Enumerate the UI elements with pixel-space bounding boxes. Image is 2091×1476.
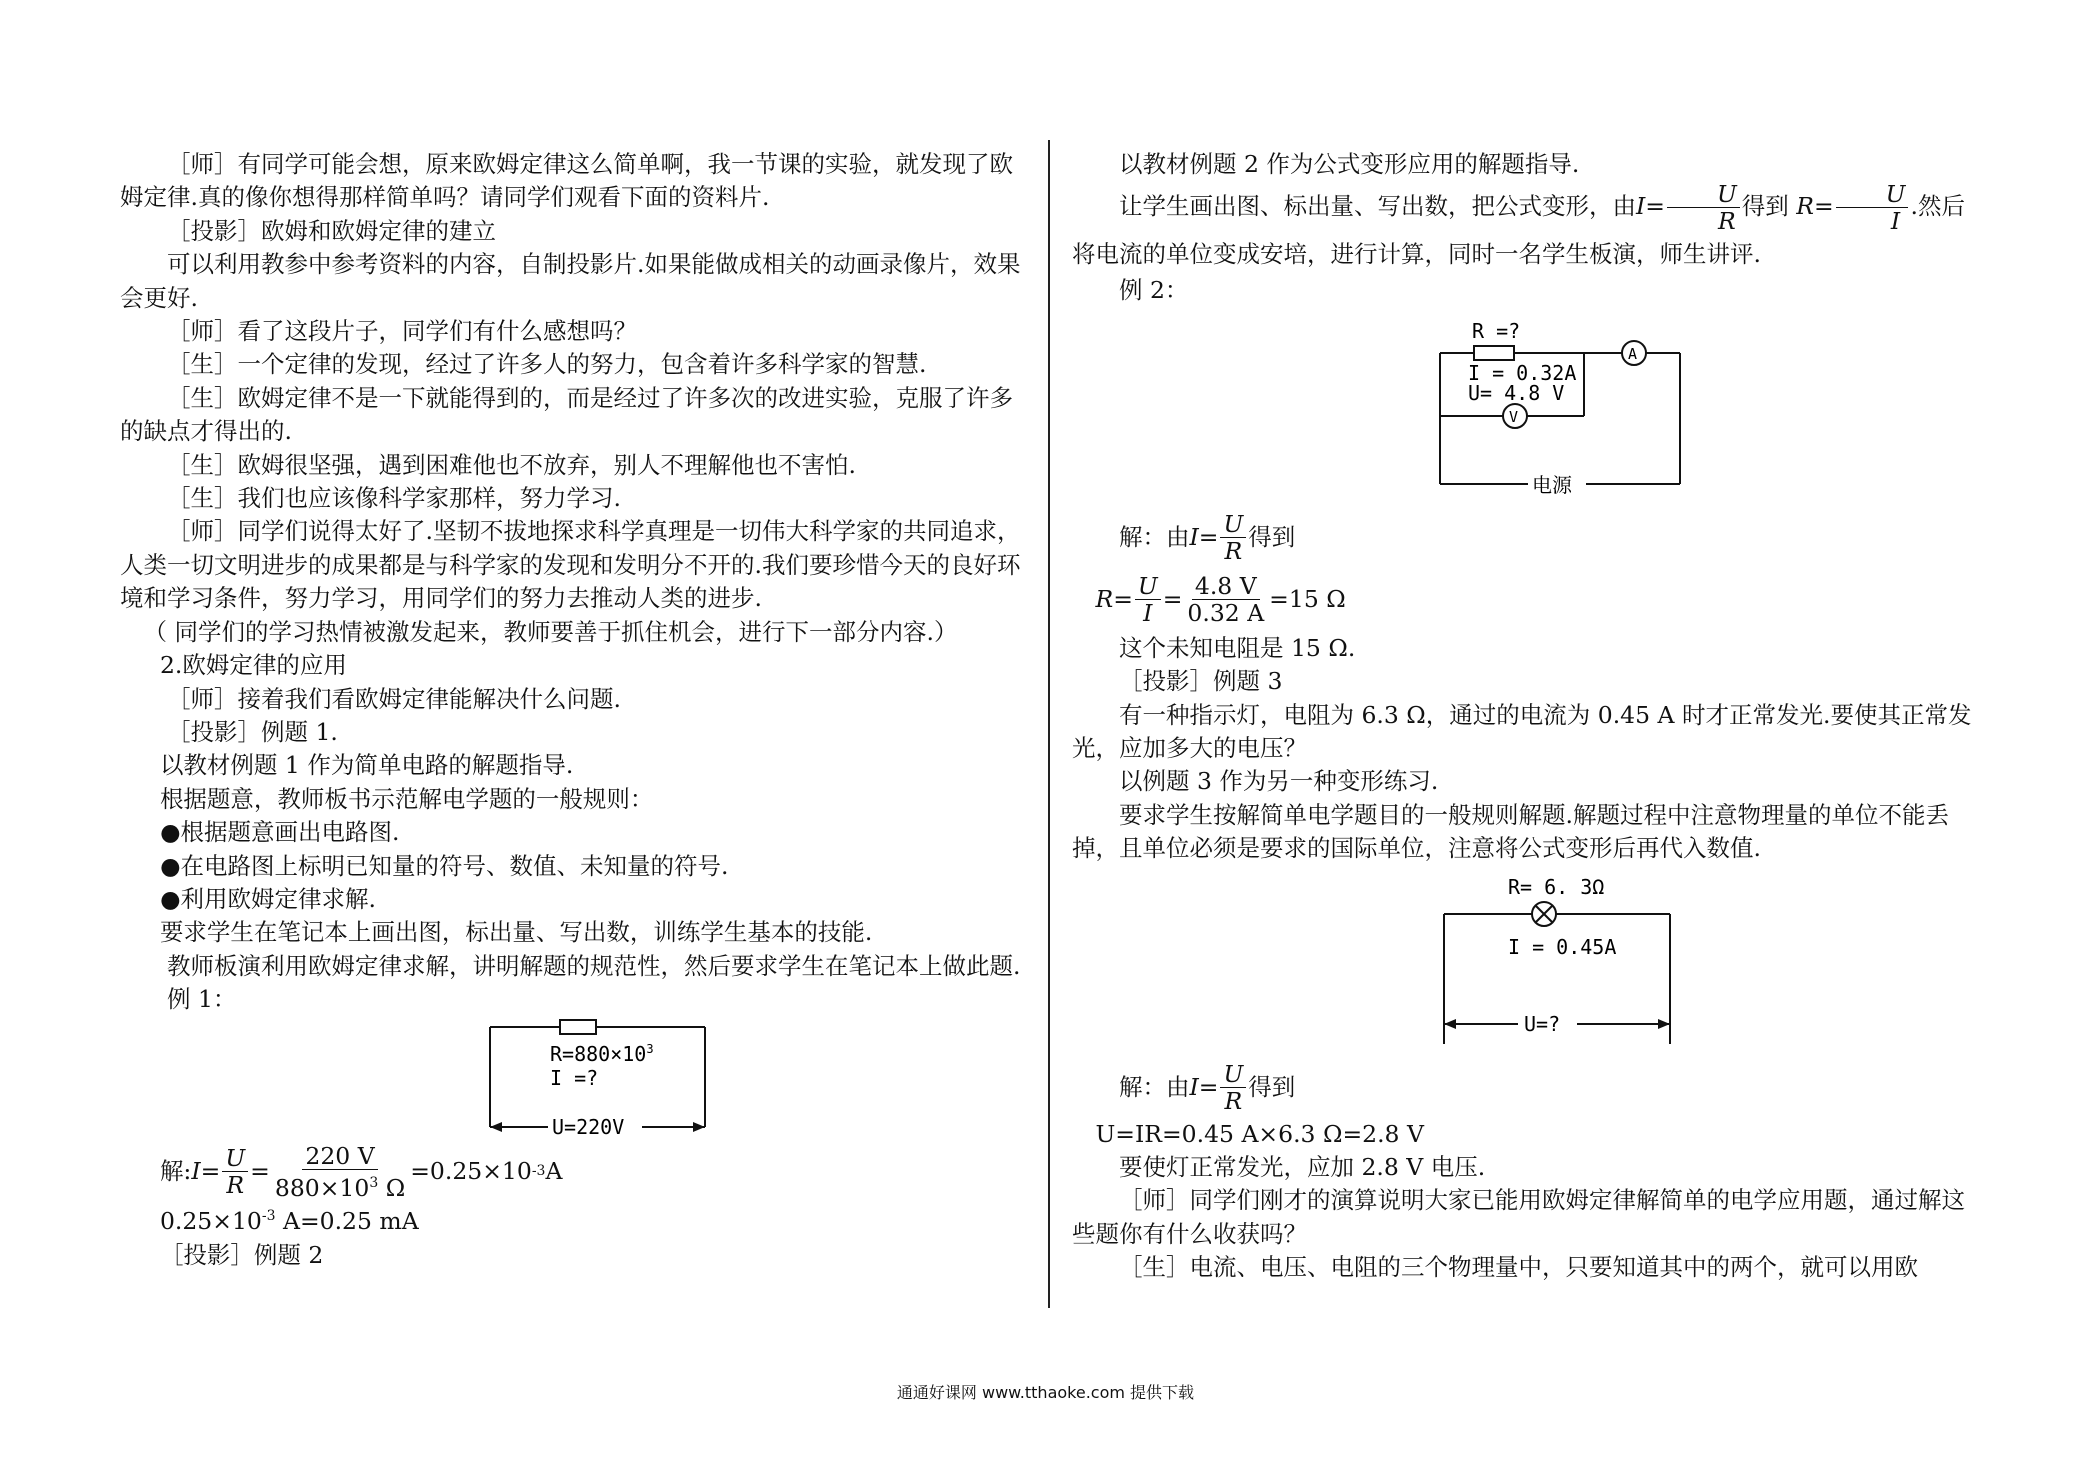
resistance-label: R= 6. 3Ω	[1508, 874, 1605, 899]
symbol: I=	[1189, 523, 1219, 552]
numerator: U	[222, 1145, 248, 1172]
left-column	[120, 148, 1030, 1272]
paragraph: 要求学生按解简单电学题目的一般规则解题.解题过程中注意物理量的单位不能丢掉，且单位必须是要求的国际单位，注意将公式变形后再代入数值.	[1072, 800, 1949, 863]
current-label: I =?	[550, 1065, 599, 1090]
value: 0.25×10	[159, 1207, 262, 1236]
paragraph: ［投影］欧姆和欧姆定律的建立	[167, 216, 496, 245]
paragraph: 以教材例题 1 作为简单电路的解题指导.	[159, 751, 574, 780]
symbol: I	[191, 1156, 201, 1185]
power-source-label: 电源	[1532, 472, 1572, 497]
fraction	[1836, 181, 1909, 234]
paragraph: 根据题意，教师板书示范解电学题的一般规则：	[159, 784, 654, 813]
paragraph: 要使灯正常发光，应加 2.8 V 电压.	[1119, 1153, 1486, 1182]
denominator: R	[1224, 1087, 1243, 1116]
svg-text:R=880×103	[550, 1042, 654, 1066]
equation-prefix: 解:	[159, 1156, 192, 1185]
exponent: 3	[369, 1174, 379, 1191]
fraction	[1667, 181, 1740, 234]
equation-example-3: U=IR=0.45 A×6.3 Ω=2.8 V	[1095, 1119, 1424, 1148]
list-item: ●在电路图上标明已知量的符号、数值、未知量的符号.	[159, 851, 729, 880]
list-item: ●利用欧姆定律求解.	[159, 884, 376, 913]
paragraph: ［投影］例题 1.	[167, 717, 338, 746]
denominator	[272, 1170, 408, 1201]
paragraph: 可以利用教参中参考资料的内容，自制投影片.如果能做成相关的动画录像片，效果会更好.	[120, 250, 1021, 312]
circuit-diagram-example-3	[1072, 866, 1976, 1058]
numerator: U	[1667, 181, 1740, 208]
fraction	[1220, 1061, 1246, 1114]
paragraph: 以教材例题 2 作为公式变形应用的解题指导.	[1119, 150, 1580, 178]
paragraph: ［生］电流、电压、电阻的三个物理量中，只要知道其中的两个，就可以用欧	[1119, 1253, 1918, 1282]
paragraph: （ 同学们的学习热情被激发起来，教师要善于抓住机会，进行下一部分内容.）	[143, 617, 958, 646]
fraction	[272, 1143, 408, 1201]
unit: A	[545, 1156, 563, 1185]
exponent: -3	[261, 1208, 276, 1225]
paragraph: ［师］同学们说得太好了.坚韧不拔地探求科学真理是一切伟大科学家的共同追求，人类一切文明进步的成果都是与科学家的发现和发明分不开的.我们要珍惜今天的良好环境和学习条件，努力学习，用同学们的努力去推动人类的进步.	[120, 517, 1021, 613]
circuit-diagram-example-2	[1072, 308, 1976, 508]
text-run: 得到	[1248, 1072, 1296, 1101]
paragraph: 例 1：	[167, 985, 237, 1014]
text-run: 解：由	[1119, 523, 1190, 552]
voltage-label: U= 4.8 V	[1468, 380, 1565, 405]
value-rest: A=0.25 mA	[275, 1207, 419, 1236]
fraction	[1184, 573, 1267, 626]
page-footer: 通通好课网 www.tthaoke.com 提供下载	[896, 1383, 1195, 1402]
result: =0.25×10	[410, 1156, 532, 1185]
denominator: I	[1890, 207, 1901, 236]
exponent: -3	[531, 1162, 546, 1179]
voltage-label: U=220V	[552, 1114, 625, 1139]
paragraph: ［师］有同学可能会想，原来欧姆定律这么简单啊，我一节课的实验，就发现了欧姆定律.真的像你想得那样简单吗？请同学们观看下面的资料片.	[120, 150, 1013, 212]
paragraph: ［师］看了这段片子，同学们有什么感想吗？	[167, 317, 637, 346]
fraction	[222, 1145, 248, 1198]
equals-sign: =	[200, 1156, 221, 1185]
exponent: 3	[646, 1041, 654, 1056]
paragraph: ［投影］例题 2	[159, 1240, 324, 1269]
paragraph: 要求学生在笔记本上画出图，标出量、写出数，训练学生基本的技能.	[159, 918, 873, 947]
resistance-label: R=880×10	[550, 1041, 647, 1066]
numerator: U	[1220, 511, 1246, 538]
paragraph: ［投影］例题 3	[1119, 667, 1283, 696]
equation-line	[120, 1200, 1030, 1238]
text-run: 得到	[1741, 192, 1789, 221]
section-heading: 2.欧姆定律的应用	[159, 651, 347, 680]
resistance-label: R =?	[1472, 318, 1521, 343]
paragraph	[1072, 181, 1976, 274]
symbol: I=	[1636, 192, 1665, 221]
numerator: U	[1135, 573, 1161, 600]
paragraph: 有一种指示灯，电阻为 6.3 Ω，通过的电流为 0.45 A 时才正常发光.要使其正常发光，应加多大的电压？	[1072, 700, 1972, 763]
paragraph: ［生］我们也应该像科学家那样，努力学习.	[167, 484, 621, 513]
paragraph: 以例题 3 作为另一种变形练习.	[1119, 767, 1439, 796]
symbol: R=	[1796, 192, 1834, 221]
unit: Ω	[378, 1173, 406, 1202]
right-column	[1072, 148, 1976, 1285]
fraction	[1135, 573, 1161, 626]
paragraph: 教师板演利用欧姆定律求解，讲明解题的规范性，然后要求学生在笔记本上做此题.	[167, 951, 1021, 980]
current-label: I = 0.45A	[1508, 934, 1617, 959]
symbol: R=	[1095, 585, 1133, 614]
text-run: .然后将电流的单位变成安培，进行计算，同时一名学生板演，师生讲评.	[1072, 192, 1965, 269]
fraction	[1220, 511, 1246, 564]
numerator: U	[1836, 181, 1909, 208]
paragraph: ［师］接着我们看欧姆定律能解决什么问题.	[167, 684, 621, 713]
denominator: R	[1718, 207, 1736, 236]
denominator-text: 880×10	[274, 1173, 370, 1202]
paragraph: ［生］欧姆很坚强，遇到困难他也不放弃，别人不理解他也不害怕.	[167, 450, 856, 479]
equation-line	[1072, 508, 1976, 568]
paragraph: ［生］一个定律的发现，经过了许多人的努力，包含着许多科学家的智慧.	[167, 350, 927, 379]
symbol: I=	[1189, 1072, 1219, 1101]
denominator: R	[226, 1170, 245, 1199]
paragraph: ［生］欧姆定律不是一下就能得到的，而是经过了许多次的改进实验，克服了许多的缺点才得出的.	[120, 383, 1013, 446]
equation-example-1	[120, 1143, 1030, 1201]
paragraph: 例 2：	[1119, 276, 1189, 305]
denominator: 0.32 A	[1187, 599, 1265, 628]
numerator: 220 V	[302, 1143, 377, 1170]
paragraph: ［师］同学们刚才的演算说明大家已能用欧姆定律解简单的电学应用题，通过解这些题你有什么收获吗？	[1072, 1186, 1965, 1248]
column-divider	[1048, 140, 1050, 1308]
current-label: I = 0.32A	[1468, 360, 1577, 385]
numerator: 4.8 V	[1192, 573, 1260, 600]
text-run: 得到	[1248, 523, 1296, 552]
list-item: ●根据题意画出电路图.	[159, 818, 400, 847]
denominator: I	[1143, 599, 1153, 628]
voltmeter-icon: V	[1509, 407, 1519, 426]
numerator: U	[1220, 1061, 1246, 1088]
denominator: R	[1224, 537, 1243, 566]
circuit-diagram-example-1	[120, 1017, 1030, 1145]
result: =15 Ω	[1269, 585, 1346, 614]
equation-example-2: R= $\frac{U}{I}$ = $\frac{4.8 V}{0.32 A}$ =15 Ω	[1095, 572, 1346, 628]
equation-line	[1072, 1058, 1976, 1118]
voltage-label: U=?	[1524, 1011, 1561, 1036]
ammeter-icon: A	[1628, 344, 1638, 363]
text-run: 解：由	[1119, 1072, 1190, 1101]
equals-sign: =	[250, 1156, 270, 1185]
text-run: 让学生画出图、标出量、写出数，把公式变形，由	[1119, 192, 1636, 221]
paragraph: 这个未知电阻是 15 Ω.	[1119, 633, 1356, 662]
